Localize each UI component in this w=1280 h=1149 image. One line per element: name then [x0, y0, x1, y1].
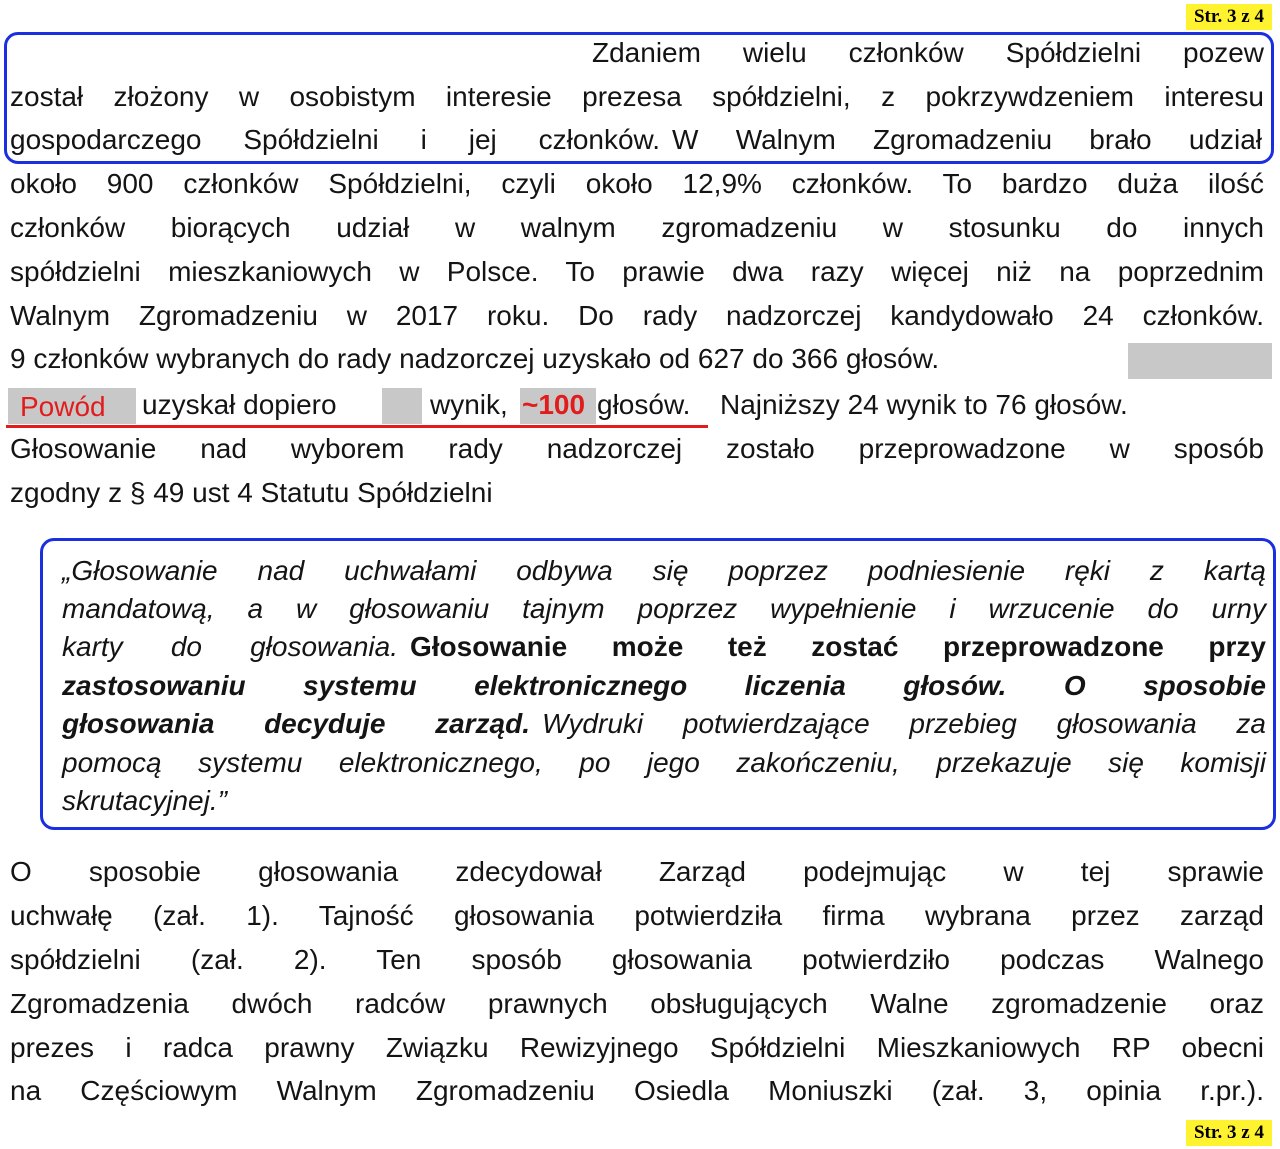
quote-line2: mandatową, a w głosowaniu tajnym poprzez wypełnienie i wrzucenie do urny	[62, 593, 1266, 624]
para1-line9-b: wynik,	[430, 389, 508, 420]
para2-line3: spółdzielni (zał. 2). Ten sposób głosowania potwierdziło podczas Walnego	[10, 944, 1264, 975]
para1-line7: Walnym Zgromadzeniu w 2017 roku. Do rady nadzorczej kandydowało 24 członków.	[10, 300, 1264, 331]
vote-count-value: ~100	[522, 389, 586, 420]
quote-line5	[62, 706, 1266, 742]
quote-line1: „Głosowanie nad uchwałami odbywa się poprzez podniesienie ręki z kartą	[62, 555, 1266, 586]
quote-line5-bold: głosowania decyduje zarząd.	[62, 708, 530, 739]
para1-line8: 9 członków wybranych do rady nadzorczej uzyskało od 627 do 366 głosów.	[10, 343, 940, 374]
powod-label: Powód	[20, 391, 106, 422]
redaction-box-small	[382, 388, 422, 424]
para1-line1: Zdaniem wielu członków Spółdzielni pozew	[592, 37, 1264, 68]
para1-line4: około 900 członków Spółdzielni, czyli około 12,9% członków. To bardzo duża ilość	[10, 168, 1264, 199]
para1-line2: został złożony w osobistym interesie prezesa spółdzielni, z pokrzywdzeniem interesu	[10, 81, 1264, 112]
quote-line7: skrutacyjnej.”	[62, 785, 227, 816]
page-number-badge-top: Str. 3 z 4	[1186, 4, 1272, 30]
para1-line9-a: uzyskał dopiero	[142, 389, 337, 420]
quote-line5-b: Wydruki potwierdzające przebieg głosowania za	[542, 708, 1266, 739]
quote-line3-bold: Głosowanie może też zostać przeprowadzone przy	[410, 631, 1266, 662]
para1-line3	[10, 123, 1264, 157]
quote-line4: zastosowaniu systemu elektronicznego liczenia głosów. O sposobie	[62, 670, 1266, 701]
para2-line4: Zgromadzenia dwóch radców prawnych obsługujących Walne zgromadzenie oraz	[10, 988, 1264, 1019]
para1-line3-rest: W Walnym Zgromadzeniu brało udział	[672, 124, 1262, 155]
quote-line3	[62, 629, 1266, 665]
para1-line6: spółdzielni mieszkaniowych w Polsce. To prawie dwa razy więcej niż na poprzednim	[10, 256, 1264, 287]
para2-line6: na Częściowym Walnym Zgromadzeniu Osiedla Moniuszki (zał. 3, opinia r.pr.).	[10, 1075, 1264, 1106]
red-underline	[6, 425, 708, 428]
para1-line5: członków biorących udział w walnym zgromadzeniu w stosunku do innych	[10, 212, 1264, 243]
para1-line3-boxed: gospodarczego Spółdzielni i jej członków.	[10, 124, 660, 155]
para1-line11: zgodny z § 49 ust 4 Statutu Spółdzielni	[10, 477, 493, 508]
para1-line9-d: Najniższy 24 wynik to 76 głosów.	[720, 389, 1128, 420]
para1-line9-c: głosów.	[597, 389, 691, 420]
page-number-badge-bottom: Str. 3 z 4	[1186, 1120, 1272, 1146]
para1-line10: Głosowanie nad wyborem rady nadzorczej zostało przeprowadzone w sposób	[10, 433, 1264, 464]
para2-line2: uchwałę (zał. 1). Tajność głosowania potwierdziła firma wybrana przez zarząd	[10, 900, 1264, 931]
quote-line6: pomocą systemu elektronicznego, po jego zakończeniu, przekazuje się komisji	[62, 747, 1266, 778]
para2-line5: prezes i radca prawny Związku Rewizyjnego Spółdzielni Mieszkaniowych RP obecni	[10, 1032, 1264, 1063]
redaction-box	[1128, 343, 1272, 379]
para2-line1: O sposobie głosowania zdecydował Zarząd podejmując w tej sprawie	[10, 856, 1264, 887]
quote-line3-a: karty do głosowania.	[62, 631, 398, 662]
